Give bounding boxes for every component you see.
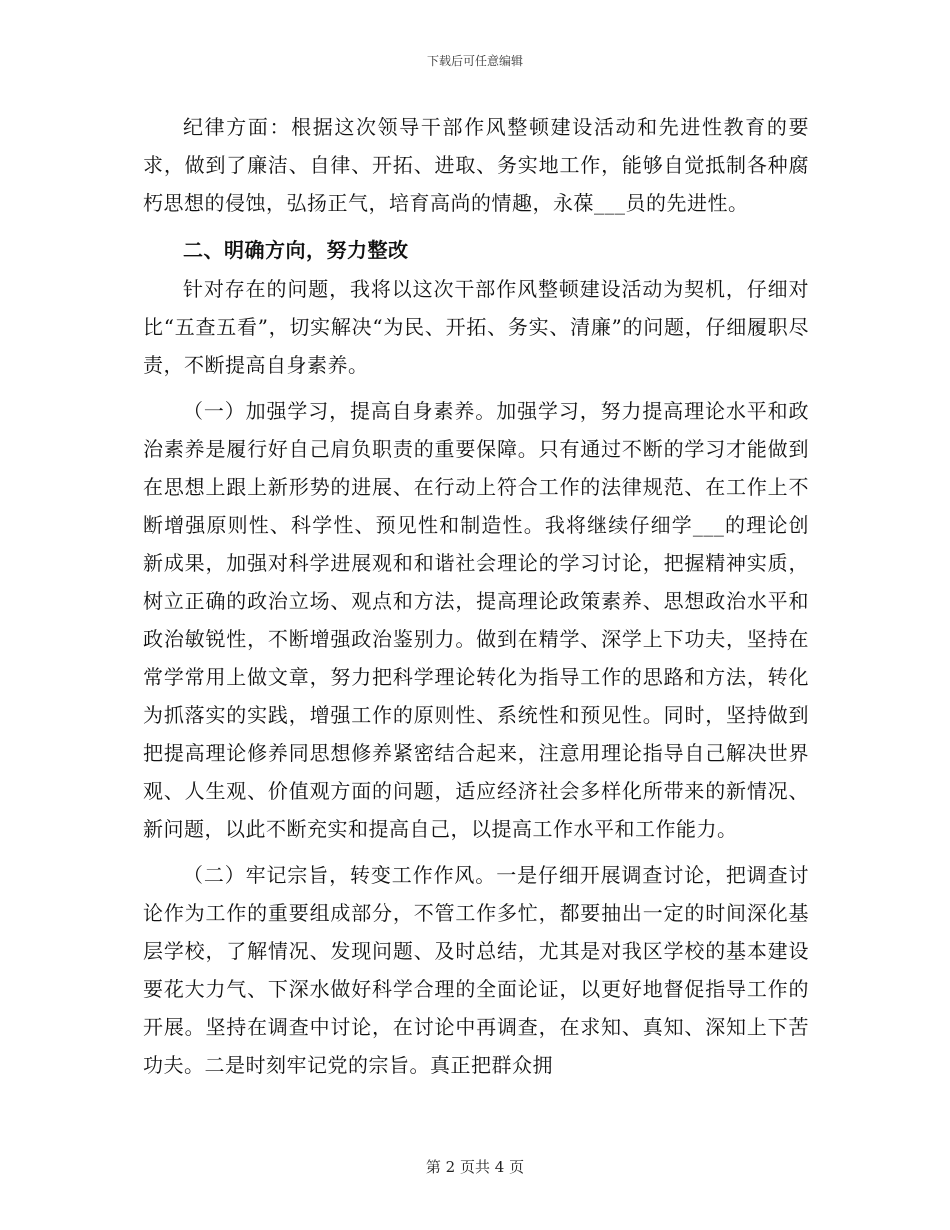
paragraph-discipline: 纪律方面：根据这次领导干部作风整顿建设活动和先进性教育的要求，做到了廉洁、自律、开拓、进取、务实地工作，能够自觉抵制各种腐朽思想的侵蚀，弘扬正气，培育高尚的情趣，永葆___员的先进性。 (143, 115, 809, 215)
paragraph-gap (143, 848, 809, 856)
section-heading: 二、明确方向，努力整改 (183, 238, 409, 262)
document-body (143, 108, 809, 1084)
page-footer: 第 2 页共 4 页 (425, 1158, 525, 1176)
paragraph-item-one: （一）加强学习，提高自身素养。加强学习，努力提高理论水平和政治素养是履行好自己肩负职责的重要保障。只有通过不断的学习才能做到在思想上跟上新形势的进展、在行动上符合工作的法律规范、在工作上不断增强原则性、科学性、预见性和制造性。我将继续仔细学___的理论创新成果，加强对科学进展观和和谐社会理论的学习讨论，把握精神实质，树立正确的政治立场、观点和方法，提高理论政策素养、思想政治水平和政治敏锐性，不断增强政治鉴别力。做到在精学、深学上下功夫，坚持在常学常用上做文章，努力把科学理论转化为指导工作的思路和方法，转化为抓落实的实践，增强工作的原则性、系统性和预见性。同时，坚持做到把提高理论修养同思想修养紧密结合起来，注意用理论指导自己解决世界观、人生观、价值观方面的问题，适应经济社会多样化所带来的新情况、新问题，以此不断充实和提高自己，以提高工作水平和工作能力。 (143, 399, 809, 841)
page-header: 下载后可任意编辑 (426, 54, 523, 68)
paragraph-intro: 针对存在的问题，我将以这次干部作风整顿建设活动为契机，仔细对比“五查五看”，切实解决“为民、开拓、务实、清廉”的问题，仔细履职尽责，不断提高自身素养。 (143, 277, 809, 377)
paragraph-gap (143, 222, 809, 230)
paragraph-item-two: （二）牢记宗旨，转变工作作风。一是仔细开展调查讨论，把调查讨论作为工作的重要组成部分，不管工作多忙，都要抽出一定的时间深化基层学校，了解情况、发现问题、及时总结，尤其是对我区学校的基本建设要花大力气、下深水做好科学合理的全面论证，以更好地督促指导工作的开展。坚持在调查中讨论，在讨论中再调查，在求知、真知、深知上下苦功夫。二是时刻牢记党的宗旨。真正把群众拥 (143, 863, 809, 1077)
paragraph-gap (143, 384, 809, 392)
